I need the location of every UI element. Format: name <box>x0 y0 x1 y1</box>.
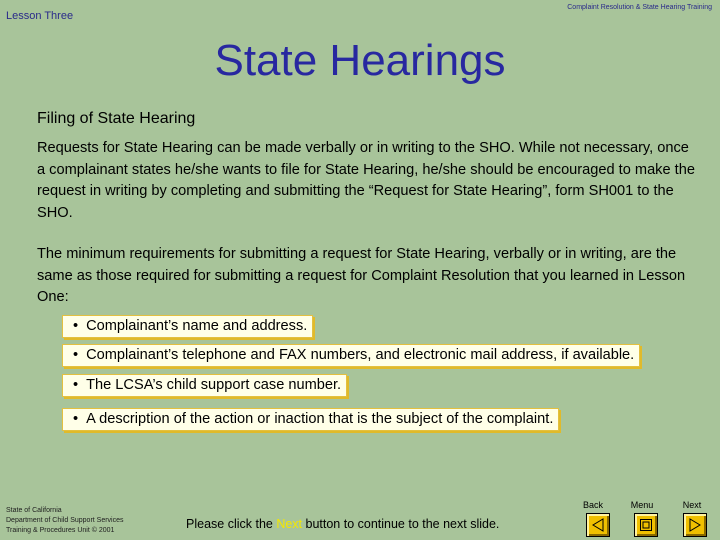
organization-info <box>6 506 124 536</box>
bullet-symbol: • <box>73 411 79 427</box>
bullet-symbol: • <box>73 318 79 334</box>
bullet-text: Complainant’s name and address. <box>86 318 308 334</box>
square-menu-icon <box>639 518 653 532</box>
course-title: Complaint Resolution & State Hearing Training <box>567 4 712 11</box>
org-line: State of California <box>6 507 62 514</box>
instruction-message <box>186 517 499 531</box>
back-button[interactable] <box>586 513 610 537</box>
menu-button[interactable] <box>634 513 658 537</box>
bullet-text: A description of the action or inaction that is the subject of the complaint. <box>86 411 554 427</box>
triangle-right-icon <box>688 518 702 532</box>
next-label: Next <box>682 500 702 510</box>
instruction-next-word: Next <box>276 517 303 531</box>
instruction-text-after: button to continue to the next slide. <box>302 517 500 531</box>
paragraph-requirements: The minimum requirements for submitting a request for State Hearing, verbally or in writing, are the same as those required for submitting a request for Complaint Resolution that you learned in Lesson One: <box>37 246 686 305</box>
bullet-symbol: • <box>73 377 79 393</box>
paragraph-requests: Requests for State Hearing can be made verbally or in writing to the SHO. While not necessary, once a complainant states he/she wants to file for State Hearing, he/she should be encouraged to make the request in writing by completing and submitting the “Request for State Hearing”, form SH001 to the SHO. <box>37 140 695 221</box>
bullet-text: Complainant’s telephone and FAX numbers, and electronic mail address, if available. <box>86 347 635 363</box>
lesson-label: Lesson Three <box>6 10 74 22</box>
section-subtitle: Filing of State Hearing <box>37 110 196 127</box>
bullet-box-description <box>62 408 559 431</box>
next-button[interactable] <box>683 513 707 537</box>
bullet-box-phone-fax <box>62 344 640 367</box>
org-line: Training & Procedures Unit © 2001 <box>6 527 115 534</box>
bullet-symbol: • <box>73 347 79 363</box>
page-title: State Hearings <box>214 36 506 85</box>
bullet-box-name-address <box>62 315 313 338</box>
bullet-box-case-number <box>62 374 347 397</box>
triangle-left-icon <box>591 518 605 532</box>
instruction-text-before: Please click the <box>186 517 277 531</box>
menu-label: Menu <box>630 500 654 510</box>
org-line: Department of Child Support Services <box>6 517 124 524</box>
back-label: Back <box>582 500 603 510</box>
bullet-text: The LCSA’s child support case number. <box>86 377 342 393</box>
